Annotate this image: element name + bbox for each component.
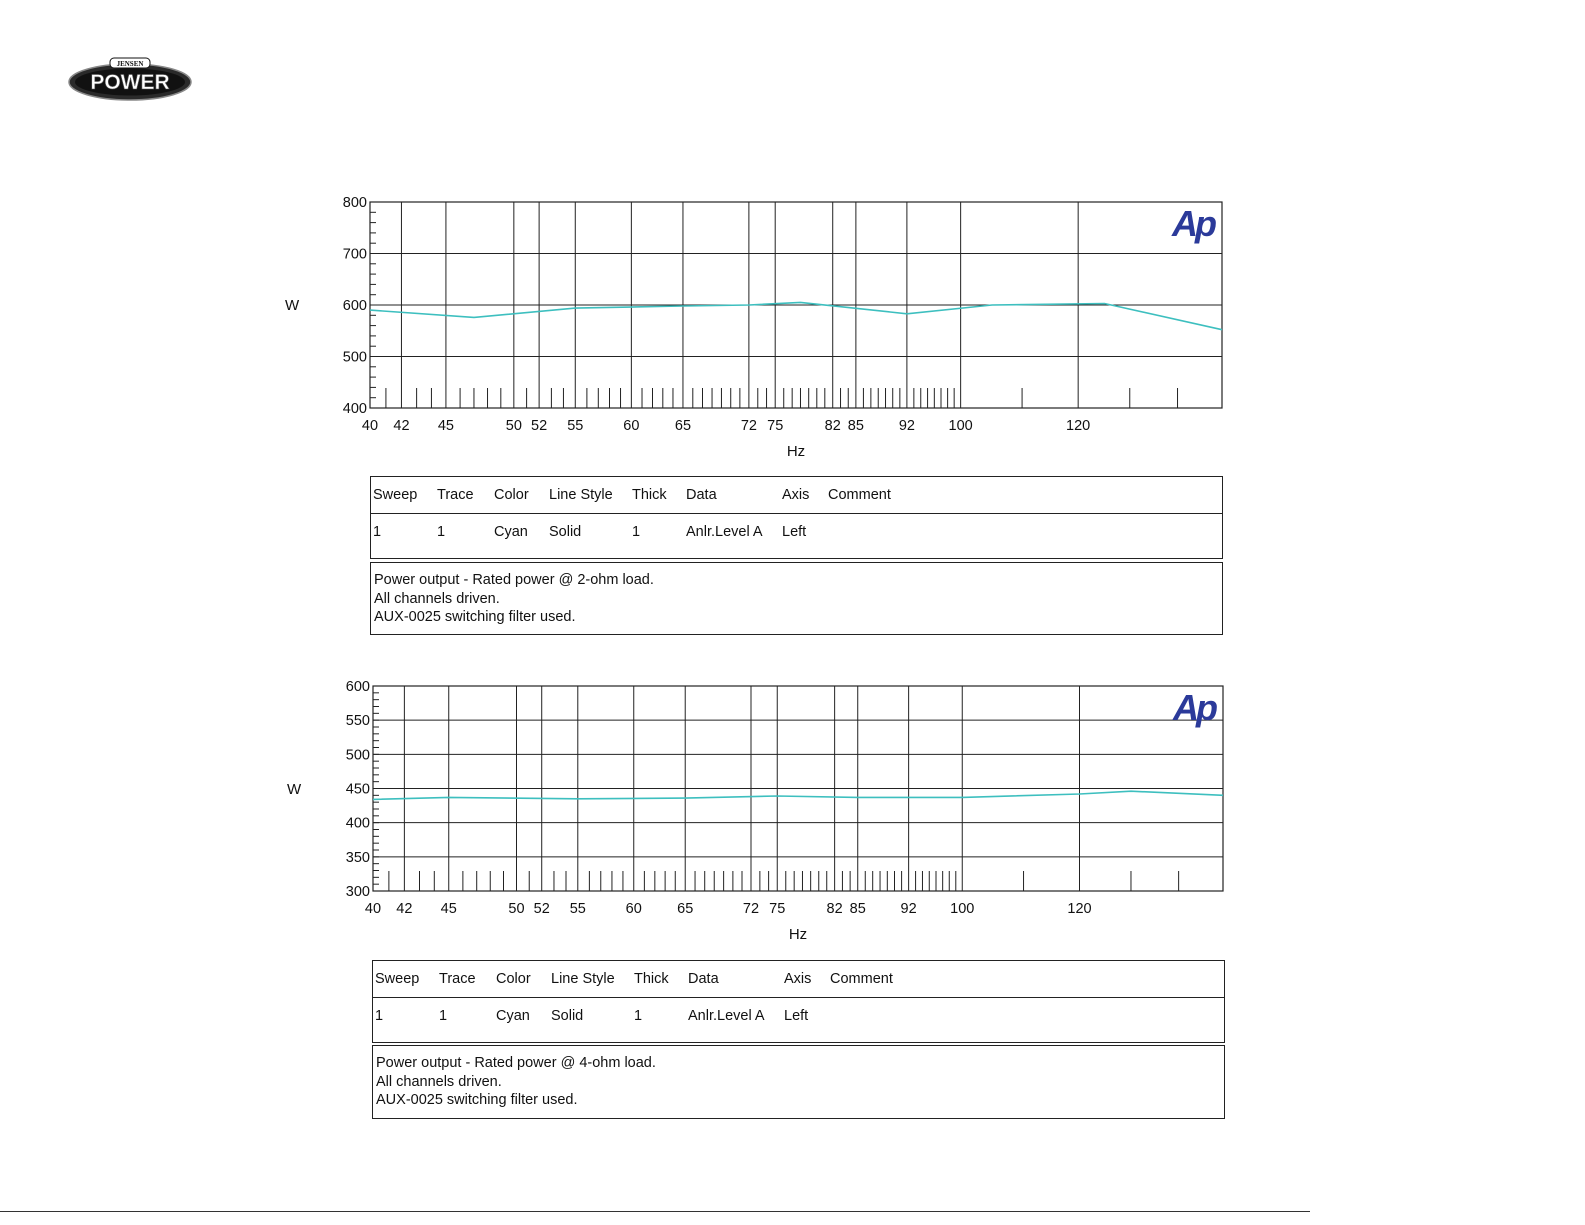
legend-header-line-style: Line Style: [551, 971, 615, 987]
x-tick-label: 65: [677, 901, 694, 917]
x-tick-label: 82: [824, 418, 841, 434]
legend-header-color: Color: [496, 971, 531, 987]
x-tick-label: 120: [1066, 418, 1091, 434]
legend-header-comment: Comment: [828, 487, 891, 503]
x-tick-label: 42: [396, 901, 413, 917]
legend-cell-thick: 1: [634, 1008, 643, 1024]
legend-data-row: [371, 514, 1222, 558]
jensen-power-logo: [68, 56, 192, 102]
ap-logo: Ap: [1173, 687, 1215, 728]
y-axis-label: W: [287, 781, 302, 798]
x-axis-label: Hz: [786, 443, 806, 460]
x-tick-label: 45: [440, 901, 457, 917]
x-tick-label: 45: [437, 418, 454, 434]
legend-header-data: Data: [688, 971, 719, 987]
legend-cell-trace: 1: [439, 1008, 448, 1024]
legend-cell-sweep: 1: [373, 524, 382, 540]
y-tick-label: 500: [345, 747, 370, 764]
legend-header-sweep: Sweep: [375, 971, 420, 987]
x-tick-label: 92: [900, 901, 917, 917]
legend-cell-line-style: Solid: [549, 524, 582, 540]
brand-top-text: JENSEN: [116, 60, 144, 68]
footer-rule: [0, 1211, 1310, 1212]
y-tick-label: 600: [342, 298, 367, 314]
legend-header-line-style: Line Style: [549, 487, 613, 503]
y-tick-label: 450: [345, 781, 370, 798]
legend-header-color: Color: [494, 487, 529, 503]
power-chart-2ohm: [0, 188, 1585, 468]
x-tick-label: 40: [361, 418, 379, 434]
x-tick-label: 75: [769, 901, 786, 917]
x-tick-label: 100: [950, 901, 975, 917]
x-tick-label: 60: [625, 901, 642, 917]
x-tick-label: 55: [567, 418, 584, 434]
power-chart-4ohm: [0, 672, 1585, 952]
x-tick-label: 42: [393, 418, 410, 434]
legend-cell-axis: Left: [782, 524, 807, 540]
legend-header-trace: Trace: [437, 487, 474, 503]
x-tick-label: 75: [767, 418, 784, 434]
legend-data-row: [373, 998, 1224, 1042]
x-tick-label: 50: [508, 901, 525, 917]
legend-cell-data: Anlr.Level A: [688, 1008, 765, 1024]
x-tick-label: 72: [740, 418, 757, 434]
legend-header-data: Data: [686, 487, 717, 503]
x-tick-label: 52: [533, 901, 550, 917]
note-line: AUX-0025 switching filter used.: [376, 1092, 578, 1108]
legend-header-sweep: Sweep: [373, 487, 418, 503]
legend-cell-color: Cyan: [494, 524, 528, 540]
y-tick-label: 300: [345, 884, 370, 900]
x-tick-label: 40: [364, 901, 382, 917]
y-tick-label: 600: [345, 679, 370, 695]
legend-header-thick: Thick: [634, 971, 669, 987]
legend-cell-color: Cyan: [496, 1008, 530, 1024]
legend-header-axis: Axis: [784, 971, 812, 987]
y-tick-label: 400: [342, 401, 367, 417]
note-line: All channels driven.: [376, 1073, 502, 1090]
legend-header-row: [373, 961, 1224, 998]
legend-cell-trace: 1: [437, 524, 446, 540]
x-tick-label: 85: [849, 901, 866, 917]
y-axis-label: W: [285, 297, 300, 314]
note-line: Power output - Rated power @ 4-ohm load.: [376, 1055, 656, 1071]
legend-cell-axis: Left: [784, 1008, 809, 1024]
y-tick-label: 350: [345, 849, 370, 866]
legend-cell-sweep: 1: [375, 1008, 384, 1024]
legend-header-thick: Thick: [632, 487, 667, 503]
y-tick-label: 800: [342, 195, 367, 211]
x-tick-label: 85: [847, 418, 864, 434]
legend-cell-line-style: Solid: [551, 1008, 584, 1024]
legend-header-trace: Trace: [439, 971, 476, 987]
legend-cell-data: Anlr.Level A: [686, 524, 763, 540]
ap-logo: Ap: [1172, 203, 1214, 244]
legend-header-comment: Comment: [830, 971, 893, 987]
y-tick-label: 550: [345, 713, 370, 730]
y-tick-label: 400: [345, 815, 370, 832]
x-tick-label: 55: [569, 901, 586, 917]
x-tick-label: 100: [948, 418, 973, 434]
x-tick-label: 65: [674, 418, 692, 434]
y-tick-label: 500: [342, 349, 367, 366]
x-tick-label: 120: [1067, 901, 1092, 917]
note-line: Power output - Rated power @ 2-ohm load.: [374, 572, 654, 588]
x-tick-label: 92: [898, 418, 915, 434]
x-tick-label: 82: [826, 901, 843, 917]
x-tick-label: 72: [742, 901, 760, 917]
legend-cell-thick: 1: [632, 524, 641, 540]
x-tick-label: 60: [623, 418, 640, 434]
chart-note: [372, 1045, 1225, 1119]
brand-main-text: POWER: [90, 71, 170, 94]
x-axis-label: Hz: [788, 926, 808, 943]
x-tick-label: 52: [531, 418, 548, 434]
legend-table: [370, 476, 1223, 559]
note-line: All channels driven.: [374, 590, 500, 607]
y-tick-label: 700: [342, 246, 367, 263]
legend-table: [372, 960, 1225, 1043]
note-line: AUX-0025 switching filter used.: [374, 609, 576, 625]
legend-header-axis: Axis: [782, 487, 810, 503]
legend-header-row: [371, 477, 1222, 514]
x-tick-label: 50: [505, 418, 522, 434]
chart-note: [370, 562, 1223, 635]
